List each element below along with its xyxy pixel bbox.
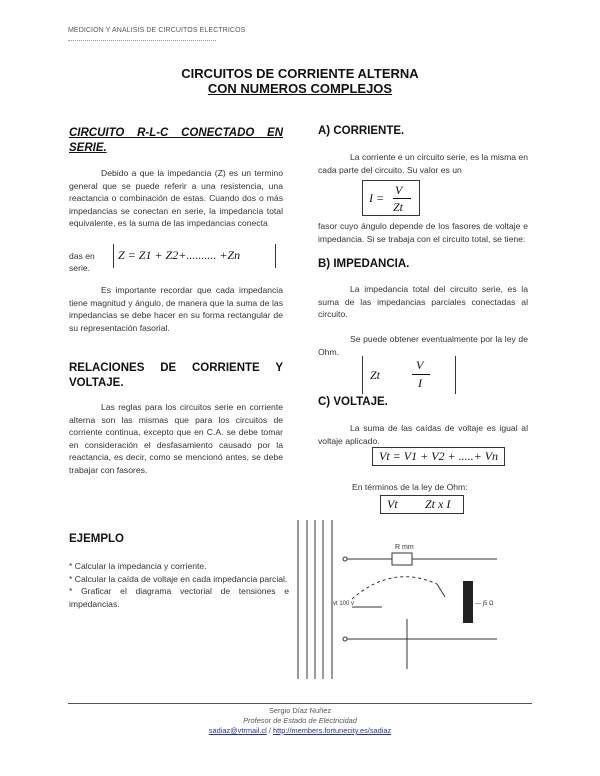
section-title-rlc: CIRCUITO R-L-C CONECTADO EN SERIE. xyxy=(69,127,283,154)
section-title-relations: RELACIONES DE CORRIENTE Y VOLTAJE. xyxy=(69,362,283,389)
paragraph-ley-ohm: Se puede obtener eventualmente por la ley de Ohm. xyxy=(318,334,528,357)
footer-name: Sergio Díaz Nuñez xyxy=(268,706,332,715)
paragraph-fasor: fasor cuyo ángulo depende de los fasores de voltaje e impedancia. Si se trabaja con el circuito total, se tiene: xyxy=(318,221,528,244)
formula-current-lhs: I = xyxy=(369,191,385,205)
paragraph-corriente: La corriente e un circuito serie, es la misma en cada parte del circuito. Su valor es un xyxy=(318,152,528,175)
section-title-corriente: A) CORRIENTE. xyxy=(318,125,405,137)
formula-z-total: Z = Z1 + Z2+.......... +Zn xyxy=(118,248,241,262)
ejemplo-item: * Calcular la caída de voltaje en cada impedancia parcial. xyxy=(69,573,288,584)
section-title-ejemplo: EJEMPLO xyxy=(69,533,124,545)
formula-zt-den: I xyxy=(418,376,422,390)
paragraph-impedancia: La impedancia total del circuito serie, es la suma de las impedancias parciales conectadas al circuito. xyxy=(318,284,528,320)
ejemplo-item: * Graficar el diagrama vectorial de tensiones e impedancias. xyxy=(69,586,289,609)
paragraph-impedance-end-a: das en xyxy=(69,251,95,261)
footer-divider xyxy=(68,703,532,704)
ejemplo-item: * Calcular la impedancia y corriente. xyxy=(69,561,207,571)
footer-links xyxy=(0,726,600,736)
paragraph-voltaje: La suma de las caídas de voltaje es igual al voltaje aplicado. xyxy=(318,423,528,446)
formula-zt-left-bar xyxy=(362,356,363,394)
page-title-line1: CIRCUITOS DE CORRIENTE ALTERNA xyxy=(181,66,419,81)
formula-zt-lhs: Zt xyxy=(370,368,381,382)
ejemplo-list xyxy=(69,560,289,610)
running-header: MEDICION Y ANALISIS DE CIRCUITOS ELECTRICOS xyxy=(68,27,246,34)
footer-email-link[interactable]: sadiaz@vtrmail.cl xyxy=(208,726,267,735)
resistor-label: R mm xyxy=(395,544,414,551)
formula-z-right-bar xyxy=(275,244,276,268)
paragraph-magnitude-angle: Es importante recordar que cada impedancia tiene magnitud y ángulo, de manera que la suma de las impedancias se debe hacer en su forma rectangular de su representación fasorial. xyxy=(69,285,283,333)
paragraph-impedance-end-b: serie. xyxy=(69,263,91,273)
terminal-node xyxy=(343,557,347,561)
paragraph-ohm-terms: En términos de la ley de Ohm: xyxy=(352,482,468,492)
reactance-label: — j5 Ω xyxy=(475,601,494,607)
formula-zt-num: V xyxy=(416,358,424,372)
footer-url-link[interactable]: http://members.fortunecity.es/sadiaz xyxy=(273,726,392,735)
section-title-impedancia: B) IMPEDANCIA. xyxy=(318,258,410,270)
formula-zt-bar xyxy=(412,374,430,375)
formula-current-box xyxy=(362,180,420,216)
formula-current-den: Zt xyxy=(393,200,404,214)
page-title-line2: CON NUMEROS COMPLEJOS xyxy=(207,81,393,96)
paragraph-impedance-intro: Debido a que la impedancia (Z) es un termino general que se puede referir a una resistencia, una reactancia o combinación de estas. Cuando dos o más impedancias se conectan en serie, la impedancia total equivalente, es la suma de las impedancias conecta xyxy=(69,168,283,229)
reactance-block xyxy=(463,581,473,623)
header-divider xyxy=(68,40,216,41)
formula-voltage-sum: Vt = V1 + V2 + .....+ Vn xyxy=(372,447,505,466)
paragraph-series-rules: Las reglas para los circuitos serie en corriente alterna son las mismas que para los circuitos de corriente continua, excepto que en C.A. se debe tomar en consideración el desfasamiento causado por la reactancia, es decir, como se mencionó antes, se debe trabajar con fasores. xyxy=(69,402,283,475)
formula-vt-lhs: Vt xyxy=(387,497,398,511)
source-label: vt 100 v xyxy=(333,601,355,607)
formula-z-left-bar xyxy=(113,244,114,268)
circuit-diagram xyxy=(297,519,529,681)
current-arc xyxy=(352,577,437,599)
footer-role: Profesor de Estado de Electricidad xyxy=(243,716,357,725)
footer-separator: / xyxy=(268,726,271,735)
formula-vt-box xyxy=(380,495,464,514)
formula-current-bar xyxy=(393,198,411,199)
formula-vt-rhs: Zt x I xyxy=(425,497,451,511)
current-arrow xyxy=(437,584,445,597)
formula-current-num: V xyxy=(395,183,403,197)
terminal-node xyxy=(343,637,347,641)
resistor-box xyxy=(392,553,412,565)
formula-zt-right-bar xyxy=(455,356,456,394)
section-title-voltaje: C) VOLTAJE. xyxy=(318,396,388,408)
